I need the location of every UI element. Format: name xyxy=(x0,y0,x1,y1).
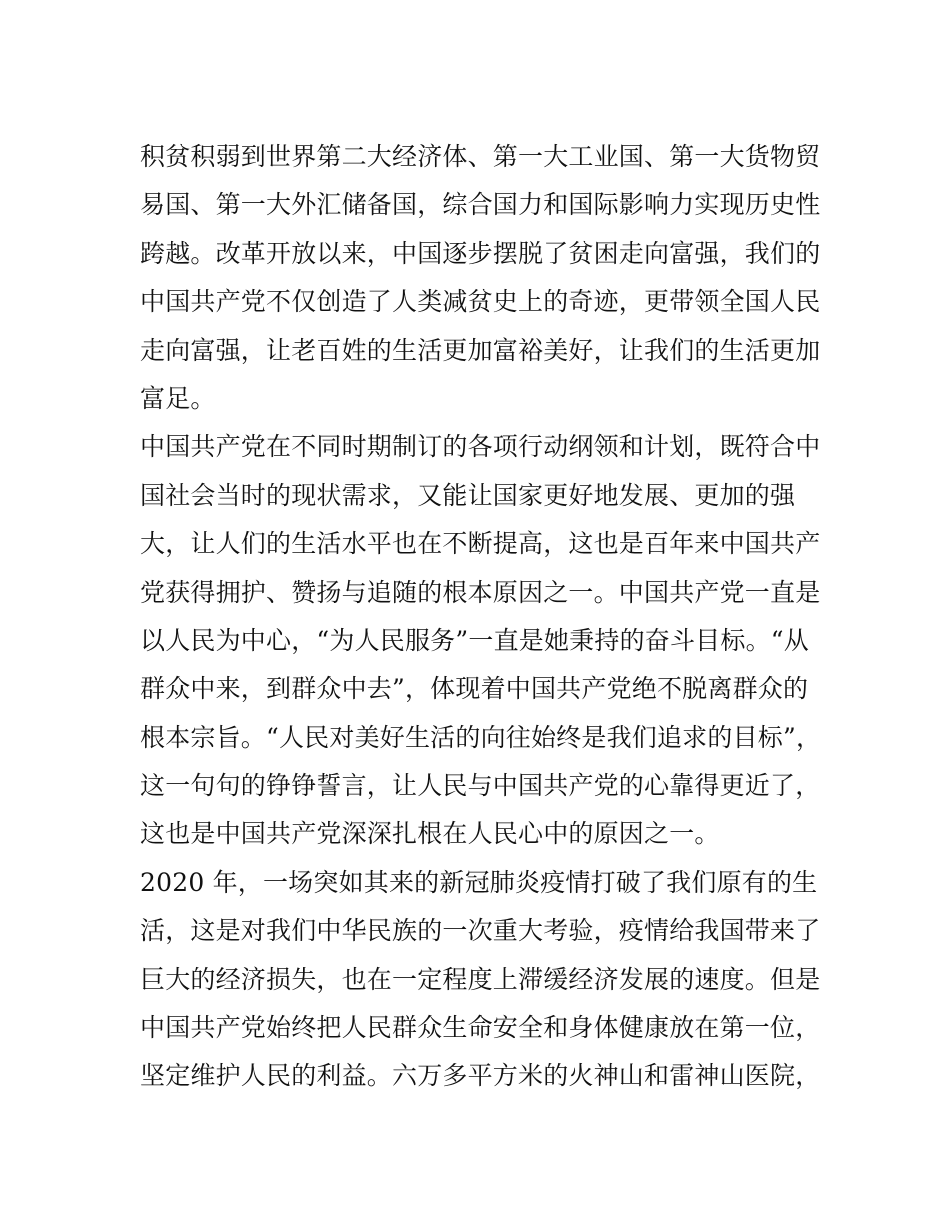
text-line: 国社会当时的现状需求，又能让国家更好地发展、更加的强 xyxy=(140,480,796,510)
text-line: 中国共产党始终把人民群众生命安全和身体健康放在第一位， xyxy=(140,1013,821,1043)
text-line: 巨大的经济损失，也在一定程度上滞缓经济发展的速度。但是 xyxy=(140,964,821,994)
text-line: 富足。 xyxy=(140,383,216,413)
text-line: 活，这是对我们中华民族的一次重大考验，疫情给我国带来了 xyxy=(140,916,821,946)
text-line: 这一句句的铮铮誓言，让人民与中国共产党的心靠得更近了， xyxy=(140,771,821,801)
text-line: 积贫积弱到世界第二大经济体、第一大工业国、第一大货物贸 xyxy=(140,142,821,171)
text-line: 走向富强，让老百姓的生活更加富裕美好，让我们的生活更加 xyxy=(140,335,821,365)
text-line: 2020 年，一场突如其来的新冠肺炎疫情打破了我们原有的生 xyxy=(140,867,818,897)
text-line: 以人民为中心，“为人民服务”一直是她秉持的奋斗目标。“从 xyxy=(140,625,809,655)
text-line: 中国共产党在不同时期制订的各项行动纲领和计划，既符合中 xyxy=(140,432,821,462)
text-line: 大，让人们的生活水平也在不断提高，这也是百年来中国共产 xyxy=(140,529,821,559)
body-text xyxy=(140,133,822,1101)
text-line: 坚定维护人民的利益。六万多平方米的火神山和雷神山医院， xyxy=(140,1061,821,1091)
text-line: 易国、第一大外汇储备国，综合国力和国际影响力实现历史性 xyxy=(140,190,821,220)
text-line: 中国共产党不仅创造了人类减贫史上的奇迹，更带领全国人民 xyxy=(140,287,821,317)
text-line: 跨越。改革开放以来，中国逐步摆脱了贫困走向富强，我们的 xyxy=(140,238,821,268)
text-line: 群众中来，到群众中去”，体现着中国共产党绝不脱离群众的 xyxy=(140,674,809,704)
text-line: 这也是中国共产党深深扎根在人民心中的原因之一。 xyxy=(140,819,720,849)
text-line: 党获得拥护、赞扬与追随的根本原因之一。中国共产党一直是 xyxy=(140,577,821,607)
text-line: 根本宗旨。“人民对美好生活的向往始终是我们追求的目标”， xyxy=(140,722,822,752)
